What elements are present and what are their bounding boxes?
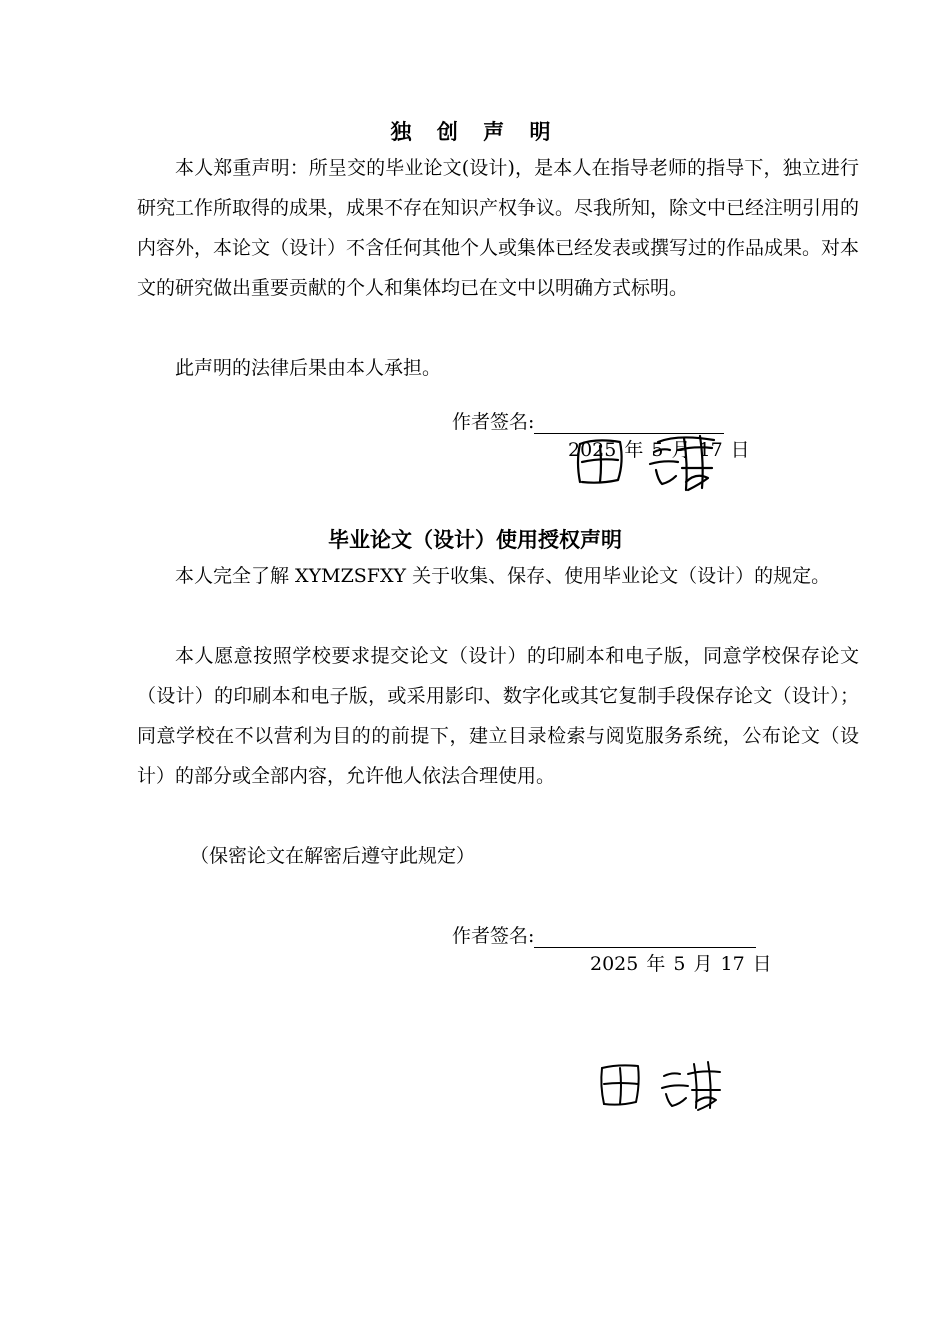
declaration-title: 独 创 声 明 [390, 120, 560, 144]
date-month: 5 [651, 439, 664, 461]
date-day: 17 [698, 439, 723, 461]
authorization-title: 毕业论文（设计）使用授权声明 [328, 528, 622, 552]
declaration-signature-label: 作者签名: [452, 411, 535, 433]
authorization-paragraph-2: 本人愿意按照学校要求提交论文（设计）的印刷本和电子版，同意学校保存论文（设计）的印刷本和电子版，或采用影印、数字化或其它复制手段保存论文（设计）；同意学校在不以营利为目的的前提下，建立目录检索与阅览服务系统，公布论文（设计）的部分或全部内容，允许他人依法合理使用。 [137, 645, 859, 787]
date-day-unit: 日 [752, 953, 772, 975]
authorization-signature-line [452, 924, 756, 948]
authorization-signature-label: 作者签名: [452, 925, 535, 947]
date-day-unit: 日 [730, 439, 750, 461]
authorization-date [590, 952, 780, 976]
confidentiality-note: （保密论文在解密后遵守此规定） [190, 845, 476, 867]
date-year: 2025 [590, 953, 639, 975]
date-month: 5 [673, 953, 686, 975]
date-year-unit: 年 [624, 439, 644, 461]
handwritten-signature-1 [566, 428, 746, 494]
date-year: 2025 [568, 439, 617, 461]
authorization-paragraph-1: 本人完全了解 XYMZSFXY 关于收集、保存、使用毕业论文（设计）的规定。 [175, 565, 831, 587]
date-month-unit: 月 [671, 439, 691, 461]
handwritten-signature-2 [596, 1056, 736, 1112]
declaration-paragraph-2: 此声明的法律后果由本人承担。 [175, 357, 442, 379]
date-month-unit: 月 [693, 953, 713, 975]
declaration-paragraph-1: 本人郑重声明：所呈交的毕业论文(设计)，是本人在指导老师的指导下，独立进行研究工作所取得的成果，成果不存在知识产权争议。尽我所知，除文中已经注明引用的内容外，本论文（设计）不含任何其他个人或集体已经发表或撰写过的作品成果。对本文的研究做出重要贡献的个人和集体均已在文中以明确方式标明。 [137, 157, 860, 299]
signature-blank [534, 927, 756, 948]
date-day: 17 [720, 953, 745, 975]
date-year-unit: 年 [646, 953, 666, 975]
